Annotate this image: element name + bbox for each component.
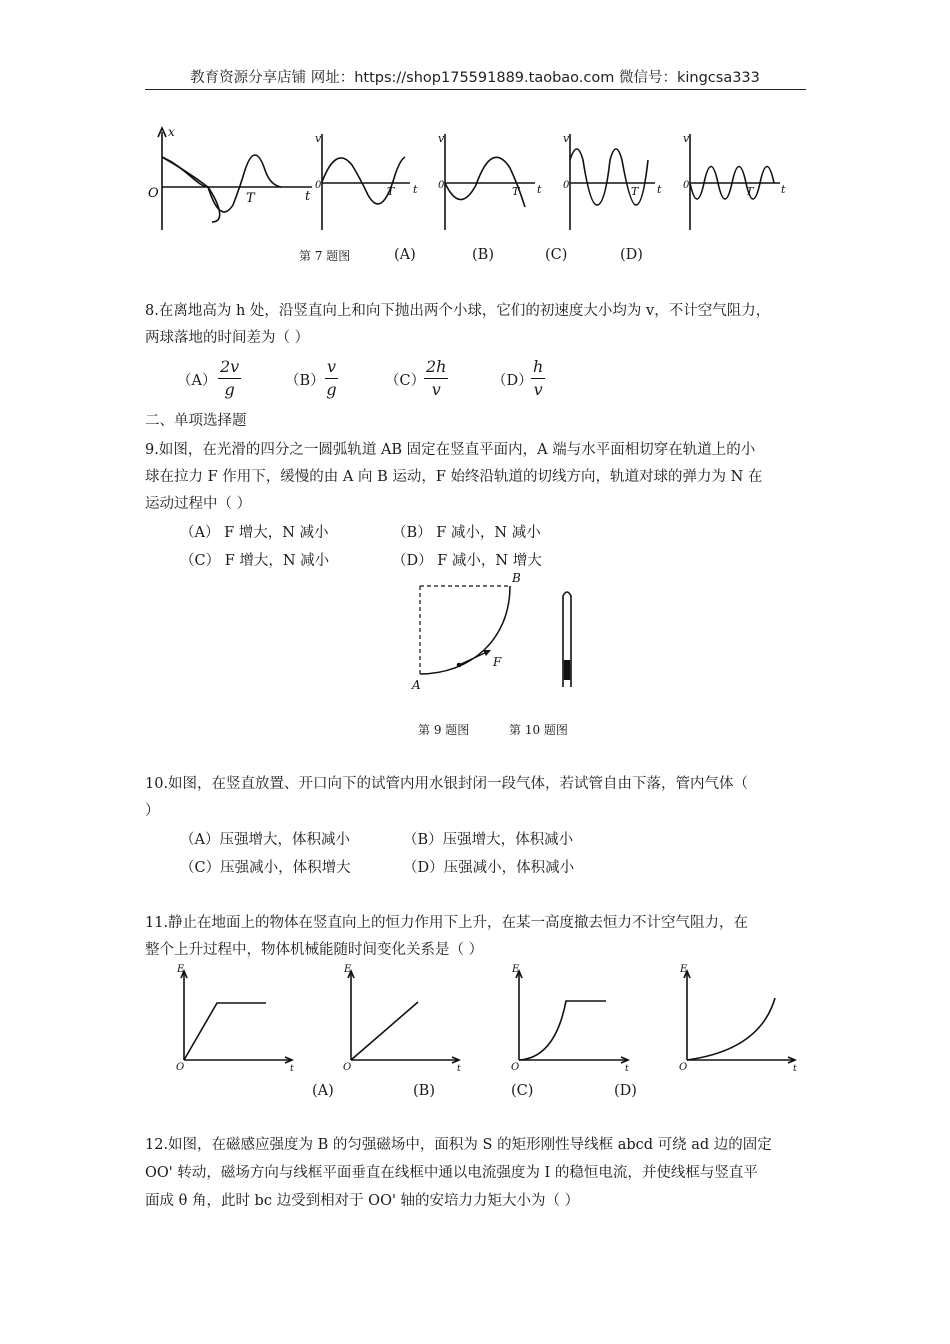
fig7c-period: T [631,185,639,198]
fig7d-axis-t: t [781,183,786,196]
fig9-label-a: A [412,678,421,692]
fig11a-axis-e: E [177,964,185,975]
fig7-label-b: (B) [472,247,494,263]
fig7-caption: 第 7 题图 [299,249,351,263]
fig7c-axis-t: t [657,183,662,196]
fig10-caption: 第 10 题图 [509,723,568,737]
fig9-label-b: B [512,571,521,585]
fig11d-axis-t: t [793,1064,797,1074]
q9-line1: 9.如图，在光滑的四分之一圆弧轨道 AB 固定在竖直平面内，A 端与水平面相切穿在轨道上的小 [145,442,756,458]
fig9-caption: 第 9 题图 [418,723,470,737]
q9-line3: 运动过程中（ ） [145,496,252,512]
fig7a-axis-v: v [315,132,322,145]
q11-line1: 11.静止在地面上的物体在竖直向上的恒力作用下上升，在某一高度撤去恒力不计空气阻力，在 [145,915,749,931]
fig7-label-d: (D) [620,247,643,263]
fig7-origin: O [148,186,159,201]
q8-option-c-label: （C） [385,373,426,389]
fig11-label-b: (B) [413,1083,435,1099]
fig11-label-c: (C) [511,1083,534,1099]
q8-option-d-label: （D） [492,373,533,389]
q8-option-b-label: （B） [285,373,325,389]
fig11c-axis-t: t [625,1064,629,1074]
q8-a-num: 2v [218,356,241,379]
q8-line2: 两球落地的时间差为（ ） [145,330,310,346]
fig7d-axis-v: v [683,132,690,145]
fig7-axis-x: x [168,125,175,139]
q9-option-b: （B） F 减小，N 减小 [392,525,541,541]
q8-d-den: v [533,380,543,399]
q10-option-d: （D）压强减小，体积减小 [403,860,575,876]
q8-c-num: 2h [424,356,448,379]
fig7d-period: T [746,185,754,198]
fig7a-origin: 0 [315,180,322,191]
fig11c-origin: O [511,1062,520,1073]
q12-line3: 面成 θ 角，此时 bc 边受到相对于 OO' 轴的安培力力矩大小为（ ） [145,1193,580,1209]
q9-option-a: （A） F 增大，N 减小 [180,525,329,541]
q8-b-num: v [325,356,338,379]
fig7a-axis-t: t [413,183,418,196]
fig7c-origin: 0 [563,180,570,191]
fig7-axis-t: t [305,189,311,204]
q8-option-a-label: （A） [177,373,217,389]
q11-line2: 整个上升过程中，物体机械能随时间变化关系是（ ） [145,942,484,958]
fig11a-origin: O [176,1062,185,1073]
fig11a-axis-t: t [290,1064,294,1074]
fig7-period: T [246,191,255,206]
fig7-label-c: (C) [545,247,568,263]
q12-line1: 12.如图，在磁感应强度为 B 的匀强磁场中，面积为 S 的矩形刚性导线框 abcd 可绕 ad 边的固定 [145,1137,772,1153]
q10-line2: ） [145,803,160,819]
fig11b-origin: O [343,1062,352,1073]
q8-line1: 8.在离地高为 h 处，沿竖直向上和向下抛出两个小球，它们的初速度大小均为 v，不计空气阻力， [145,303,771,319]
fig11-label-a: (A) [312,1083,334,1099]
fig11-label-d: (D) [614,1083,637,1099]
fig7a-period: T [387,185,395,198]
q10-option-c: （C）压强减小，体积增大 [180,860,351,876]
fig11d-axis-e: E [680,964,688,975]
fig7b-axis-t: t [537,183,542,196]
page-header: 教育资源分享店铺 网址：https://shop175591889.taobao.com 微信号：kingcsa333 [190,70,760,86]
q9-option-d: （D） F 减小，N 增大 [392,553,542,569]
fig11c-axis-e: E [512,964,520,975]
fig7c-axis-v: v [563,132,570,145]
q12-line2: OO' 转动，磁场方向与线框平面垂直在线框中通以电流强度为 I 的稳恒电流，并使线框与竖直平 [145,1165,758,1181]
q8-b-den: g [326,380,337,399]
q10-line1: 10.如图，在竖直放置、开口向下的试管内用水银封闭一段气体，若试管自由下落，管内气体（ [145,776,749,792]
section-2-title: 二、单项选择题 [145,413,247,429]
fig7d-origin: 0 [683,180,690,191]
fig7b-period: T [512,185,520,198]
fig7b-axis-v: v [438,132,445,145]
fig11d-origin: O [679,1062,688,1073]
fig7b-origin: 0 [438,180,445,191]
q8-c-den: v [431,380,441,399]
q10-option-a: （A）压强增大，体积减小 [180,832,350,848]
q9-line2: 球在拉力 F 作用下，缓慢的由 A 向 B 运动，F 始终沿轨道的切线方向，轨道对球的弹力为 N 在 [145,469,763,485]
q9-option-c: （C） F 增大，N 减小 [180,553,330,569]
fig9-label-f: F [493,655,502,669]
q8-a-den: g [224,380,235,399]
q8-d-num: h [531,356,545,379]
fig11b-axis-t: t [457,1064,461,1074]
fig7-label-a: (A) [394,247,416,263]
q10-option-b: （B）压强增大，体积减小 [403,832,574,848]
fig11b-axis-e: E [344,964,352,975]
